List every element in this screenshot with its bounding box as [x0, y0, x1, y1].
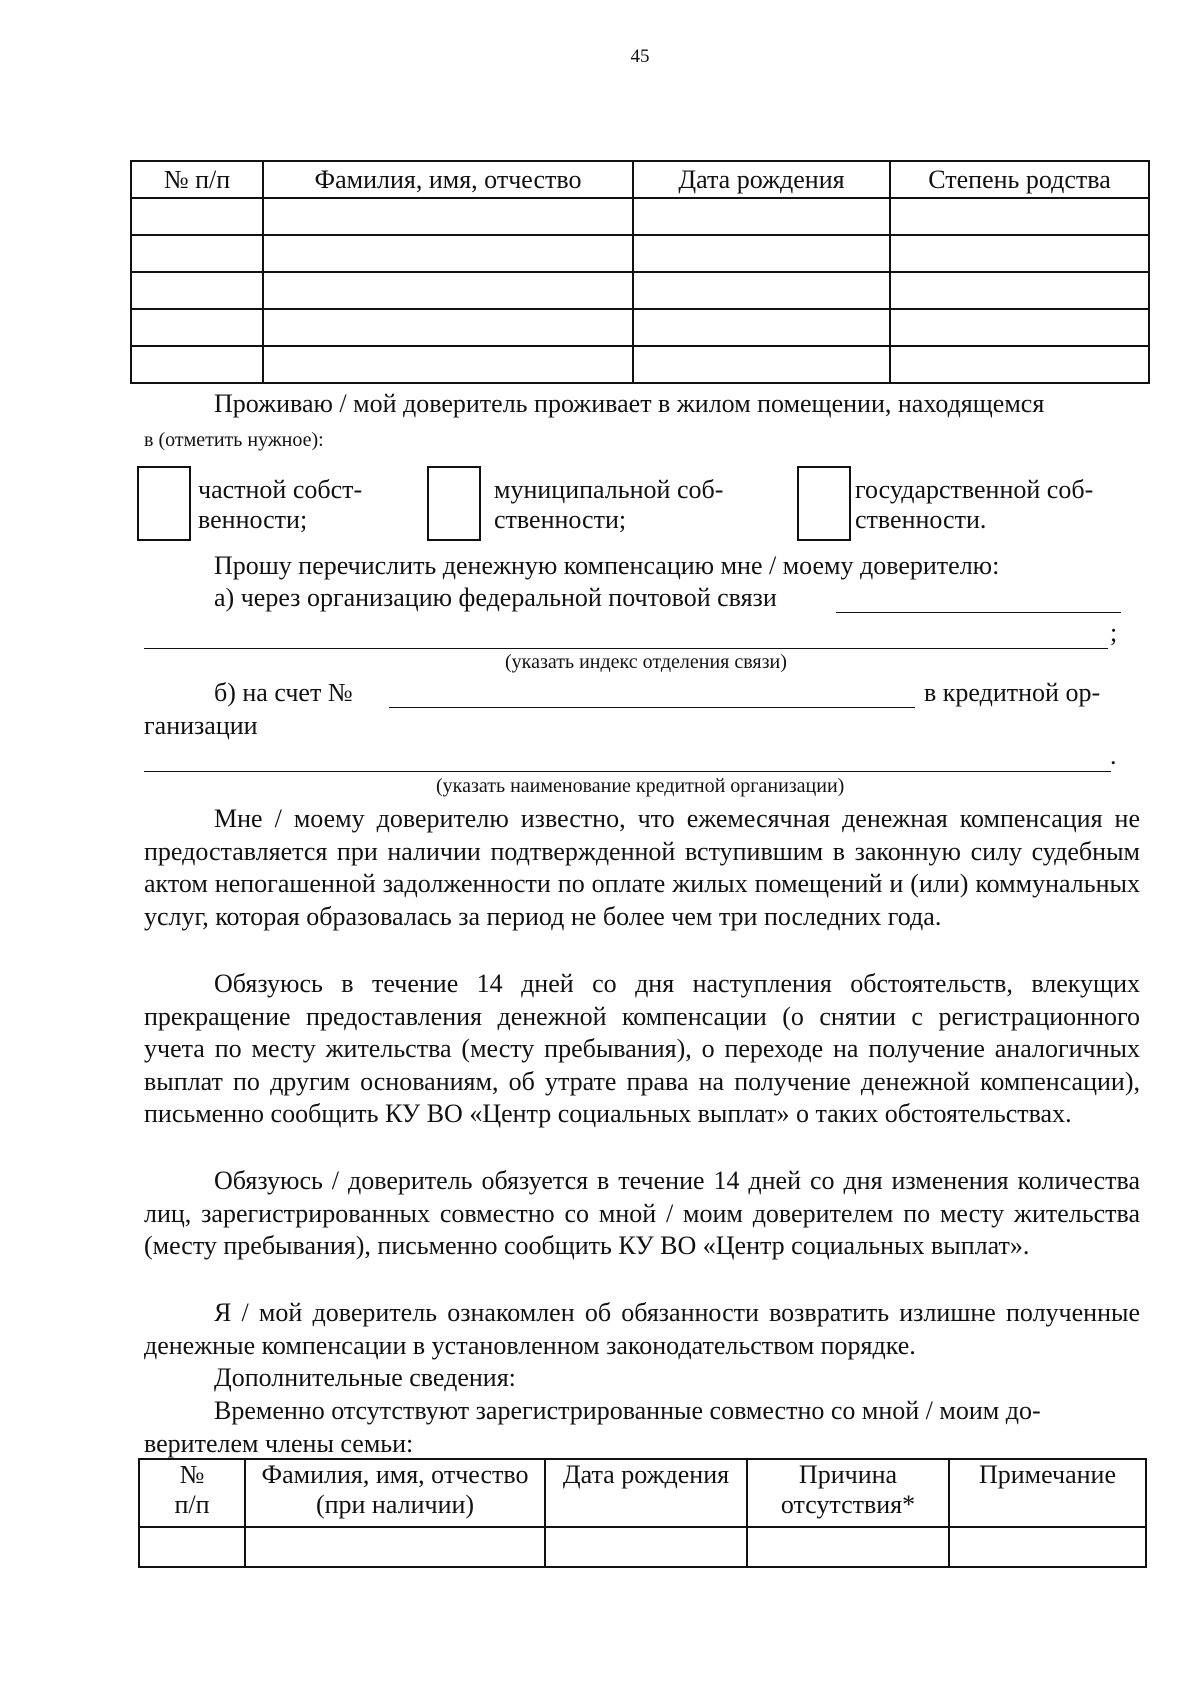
paragraph-obligation-notify: Обязуюсь в течение 14 дней со дня наступления обстоятельств, влекущих прекращение предоставления денежной компенсации (о снятии с регистрационного учета по месту жительства (месту пребывания), о переходе на получение аналогичных выплат по другим основаниям, об утрате права на получение денежной компенсации), письменно сообщить КУ ВО «Центр социальных выплат» о таких обстоятельствах. — [144, 969, 1140, 1128]
absent-members-intro-2: верителем члены семьи: — [144, 1429, 414, 1458]
column-header-birth-date: Дата рождения — [633, 161, 890, 198]
family-members-table — [130, 160, 1150, 384]
table-row[interactable] — [139, 1527, 1146, 1567]
residence-instruction: в (отметить нужное): — [144, 429, 324, 451]
table-cell[interactable] — [131, 235, 263, 272]
page-number: 45 — [630, 46, 650, 67]
postal-office-input-line-2[interactable] — [144, 648, 1108, 649]
option-b-account: б) на счет № — [214, 678, 353, 707]
column-header-note: Примечание — [949, 1459, 1146, 1527]
table-row[interactable] — [131, 198, 1149, 235]
municipal-ownership-label: муниципальной соб- ственности; — [494, 475, 724, 534]
state-ownership-label: государственной соб- ственности. — [855, 475, 1094, 534]
table-cell[interactable] — [263, 346, 633, 383]
table-cell[interactable] — [263, 235, 633, 272]
residence-statement: Проживаю / мой доверитель проживает в жилом помещении, находящемся — [214, 389, 1045, 418]
option-b-end: . — [1110, 741, 1117, 770]
table-cell[interactable] — [890, 198, 1149, 235]
table-cell[interactable] — [263, 198, 633, 235]
table-cell[interactable] — [890, 272, 1149, 309]
option-b-credit-org: в кредитной ор- — [924, 678, 1101, 707]
option-a-end: ; — [1110, 618, 1118, 647]
paragraph-refund-acknowledgement: Я / мой доверитель ознакомлен об обязанности возвратить излишне полученные денежные компенсации в установленном законодательством порядке. — [144, 1298, 1140, 1360]
table-row[interactable] — [131, 346, 1149, 383]
absent-members-intro: Временно отсутствуют зарегистрированные совместно со мной / моим до- — [214, 1396, 1041, 1425]
option-b-organization: ганизации — [144, 711, 258, 740]
table-cell[interactable] — [747, 1527, 949, 1567]
table-header-row — [139, 1459, 1146, 1527]
table-cell[interactable] — [263, 309, 633, 346]
paragraph-obligation-household: Обязуюсь / доверитель обязуется в течение 14 дней со дня изменения количества лиц, зарегистрированных совместно со мной / моим доверителем по месту жительства (месту пребывания), письменно сообщить КУ ВО «Центр социальных выплат». — [144, 1166, 1140, 1260]
paragraph-compensation-notice: Мне / моему доверителю известно, что ежемесячная денежная компенсация не предоставляется при наличии подтвержденной вступившим в законную силу судебным актом непогашенной задолженности по оплате жилых помещений и (или) коммунальных услуг, которая образовалась за период не более чем три последних года. — [144, 804, 1140, 931]
column-header-full-name: Фамилия, имя, отчество (при наличии) — [245, 1459, 545, 1527]
table-cell[interactable] — [633, 235, 890, 272]
private-ownership-label: частной собст- венности; — [198, 475, 363, 534]
table-cell[interactable] — [633, 198, 890, 235]
postal-office-input-line[interactable] — [836, 612, 1121, 613]
table-row[interactable] — [131, 235, 1149, 272]
column-header-relationship: Степень родства — [890, 161, 1149, 198]
column-header-number: № п/п — [139, 1459, 245, 1527]
credit-org-hint: (указать наименование кредитной организации) — [436, 775, 845, 797]
additional-info-heading: Дополнительные сведения: — [214, 1363, 516, 1392]
table-cell[interactable] — [263, 272, 633, 309]
column-header-number: № п/п — [131, 161, 263, 198]
table-cell[interactable] — [633, 272, 890, 309]
table-cell[interactable] — [131, 272, 263, 309]
municipal-ownership-checkbox[interactable] — [427, 466, 481, 541]
table-row[interactable] — [131, 272, 1149, 309]
table-cell[interactable] — [131, 309, 263, 346]
absent-members-table — [138, 1458, 1147, 1568]
table-row[interactable] — [131, 309, 1149, 346]
state-ownership-checkbox[interactable] — [797, 466, 851, 541]
private-ownership-checkbox[interactable] — [137, 466, 191, 541]
table-cell[interactable] — [633, 346, 890, 383]
credit-org-input-line[interactable] — [144, 771, 1111, 772]
table-cell[interactable] — [139, 1527, 245, 1567]
table-cell[interactable] — [890, 235, 1149, 272]
table-cell[interactable] — [131, 198, 263, 235]
table-cell[interactable] — [949, 1527, 1146, 1567]
column-header-birth-date: Дата рождения — [545, 1459, 747, 1527]
postal-index-hint: (указать индекс отделения связи) — [505, 651, 787, 673]
table-cell[interactable] — [890, 309, 1149, 346]
table-cell[interactable] — [890, 346, 1149, 383]
table-cell[interactable] — [633, 309, 890, 346]
column-header-absence-reason: Причина отсутствия* — [747, 1459, 949, 1527]
column-header-full-name: Фамилия, имя, отчество — [263, 161, 633, 198]
table-header-row — [131, 161, 1149, 198]
option-a-postal: а) через организацию федеральной почтовой связи — [214, 583, 777, 612]
table-cell[interactable] — [245, 1527, 545, 1567]
table-cell[interactable] — [545, 1527, 747, 1567]
table-cell[interactable] — [131, 346, 263, 383]
account-number-input-line[interactable] — [389, 707, 915, 708]
payment-intro: Прошу перечислить денежную компенсацию мне / моему доверителю: — [214, 551, 1000, 580]
